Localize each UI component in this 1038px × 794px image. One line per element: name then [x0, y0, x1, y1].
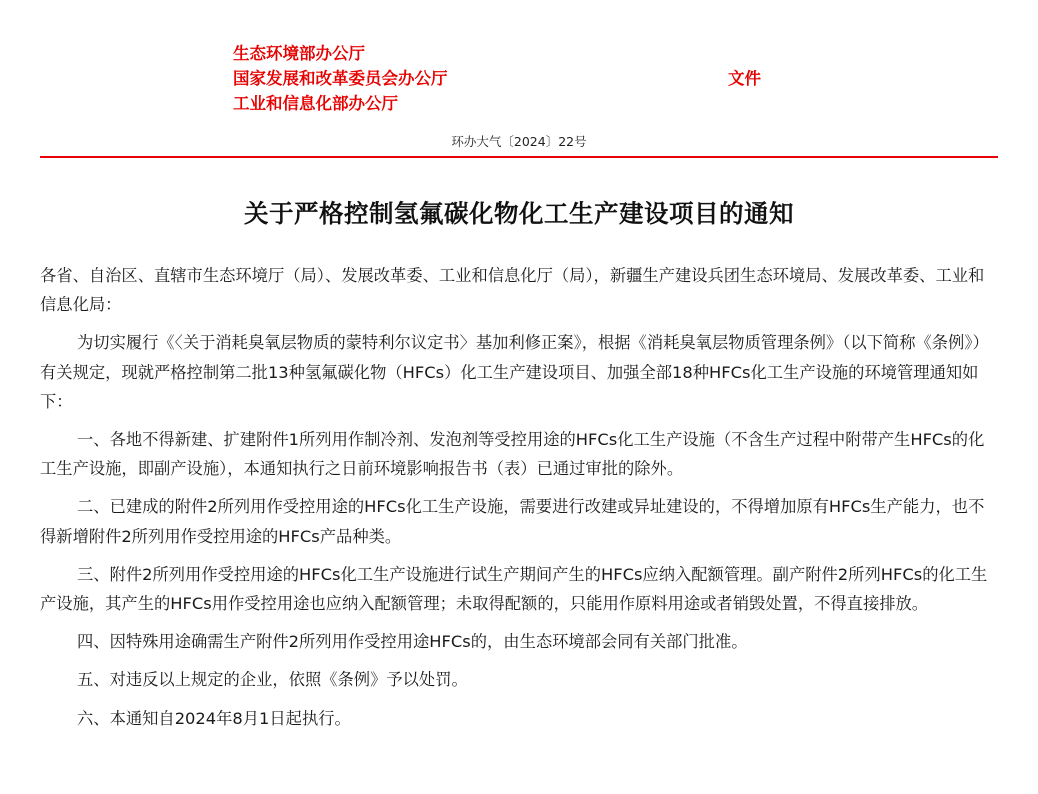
document-word: 文件	[728, 69, 761, 88]
item-1: 一、各地不得新建、扩建附件1所列用作制冷剂、发泡剂等受控用途的HFCs化工生产设施（不含生产过程中附带产生HFCs的化工生产设施，即副产设施），本通知执行之日前环境影响报告书（表）已通过审批的除外。	[40, 430, 985, 479]
item-3: 三、附件2所列用作受控用途的HFCs化工生产设施进行试生产期间产生的HFCs应纳入配额管理。副产附件2所列HFCs的化工生产设施，其产生的HFCs用作受控用途也应纳入配额管理；未取得配额的，只能用作原料用途或者销毁处置，不得直接排放。	[40, 564, 988, 614]
item-6: 六、本通知自2024年8月1日起执行。	[77, 708, 351, 728]
item-5: 五、对违反以上规定的企业，依照《条例》予以处罚。	[77, 670, 468, 690]
red-divider-line	[40, 156, 998, 158]
document-number: 环办大气〔2024〕22号	[451, 134, 587, 149]
item-2: 二、已建成的附件2所列用作受控用途的HFCs化工生产设施，需要进行改建或异址建设的，不得增加原有HFCs生产能力，也不得新增附件2所列用作受控用途的HFCs产品种类。	[40, 497, 985, 546]
item-4: 四、因特殊用途确需生产附件2所列用作受控用途HFCs的，由生态环境部会同有关部门批准。	[77, 632, 748, 652]
notice-title: 关于严格控制氢氟碳化物化工生产建设项目的通知	[244, 199, 794, 228]
notice-body	[40, 261, 998, 742]
issuer-ministry-ecology: 生态环境部办公厅	[233, 44, 365, 63]
issuer-ndrc: 国家发展和改革委员会办公厅	[233, 69, 448, 88]
issuer-block	[233, 41, 448, 116]
intro-paragraph: 为切实履行《〈关于消耗臭氧层物质的蒙特利尔议定书〉基加利修正案》，根据《消耗臭氧层物质管理条例》（以下简称《条例》）有关规定，现就严格控制第二批13种氢氟碳化物（HFCs）化工生产建设项目、加强全部18种HFCs化工生产设施的环境管理通知如下：	[40, 333, 989, 411]
issuer-miit: 工业和信息化部办公厅	[233, 94, 398, 113]
salutation: 各省、自治区、直辖市生态环境厅（局）、发展改革委、工业和信息化厅（局），新疆生产建设兵团生态环境局、发展改革委、工业和信息化局：	[40, 266, 985, 315]
